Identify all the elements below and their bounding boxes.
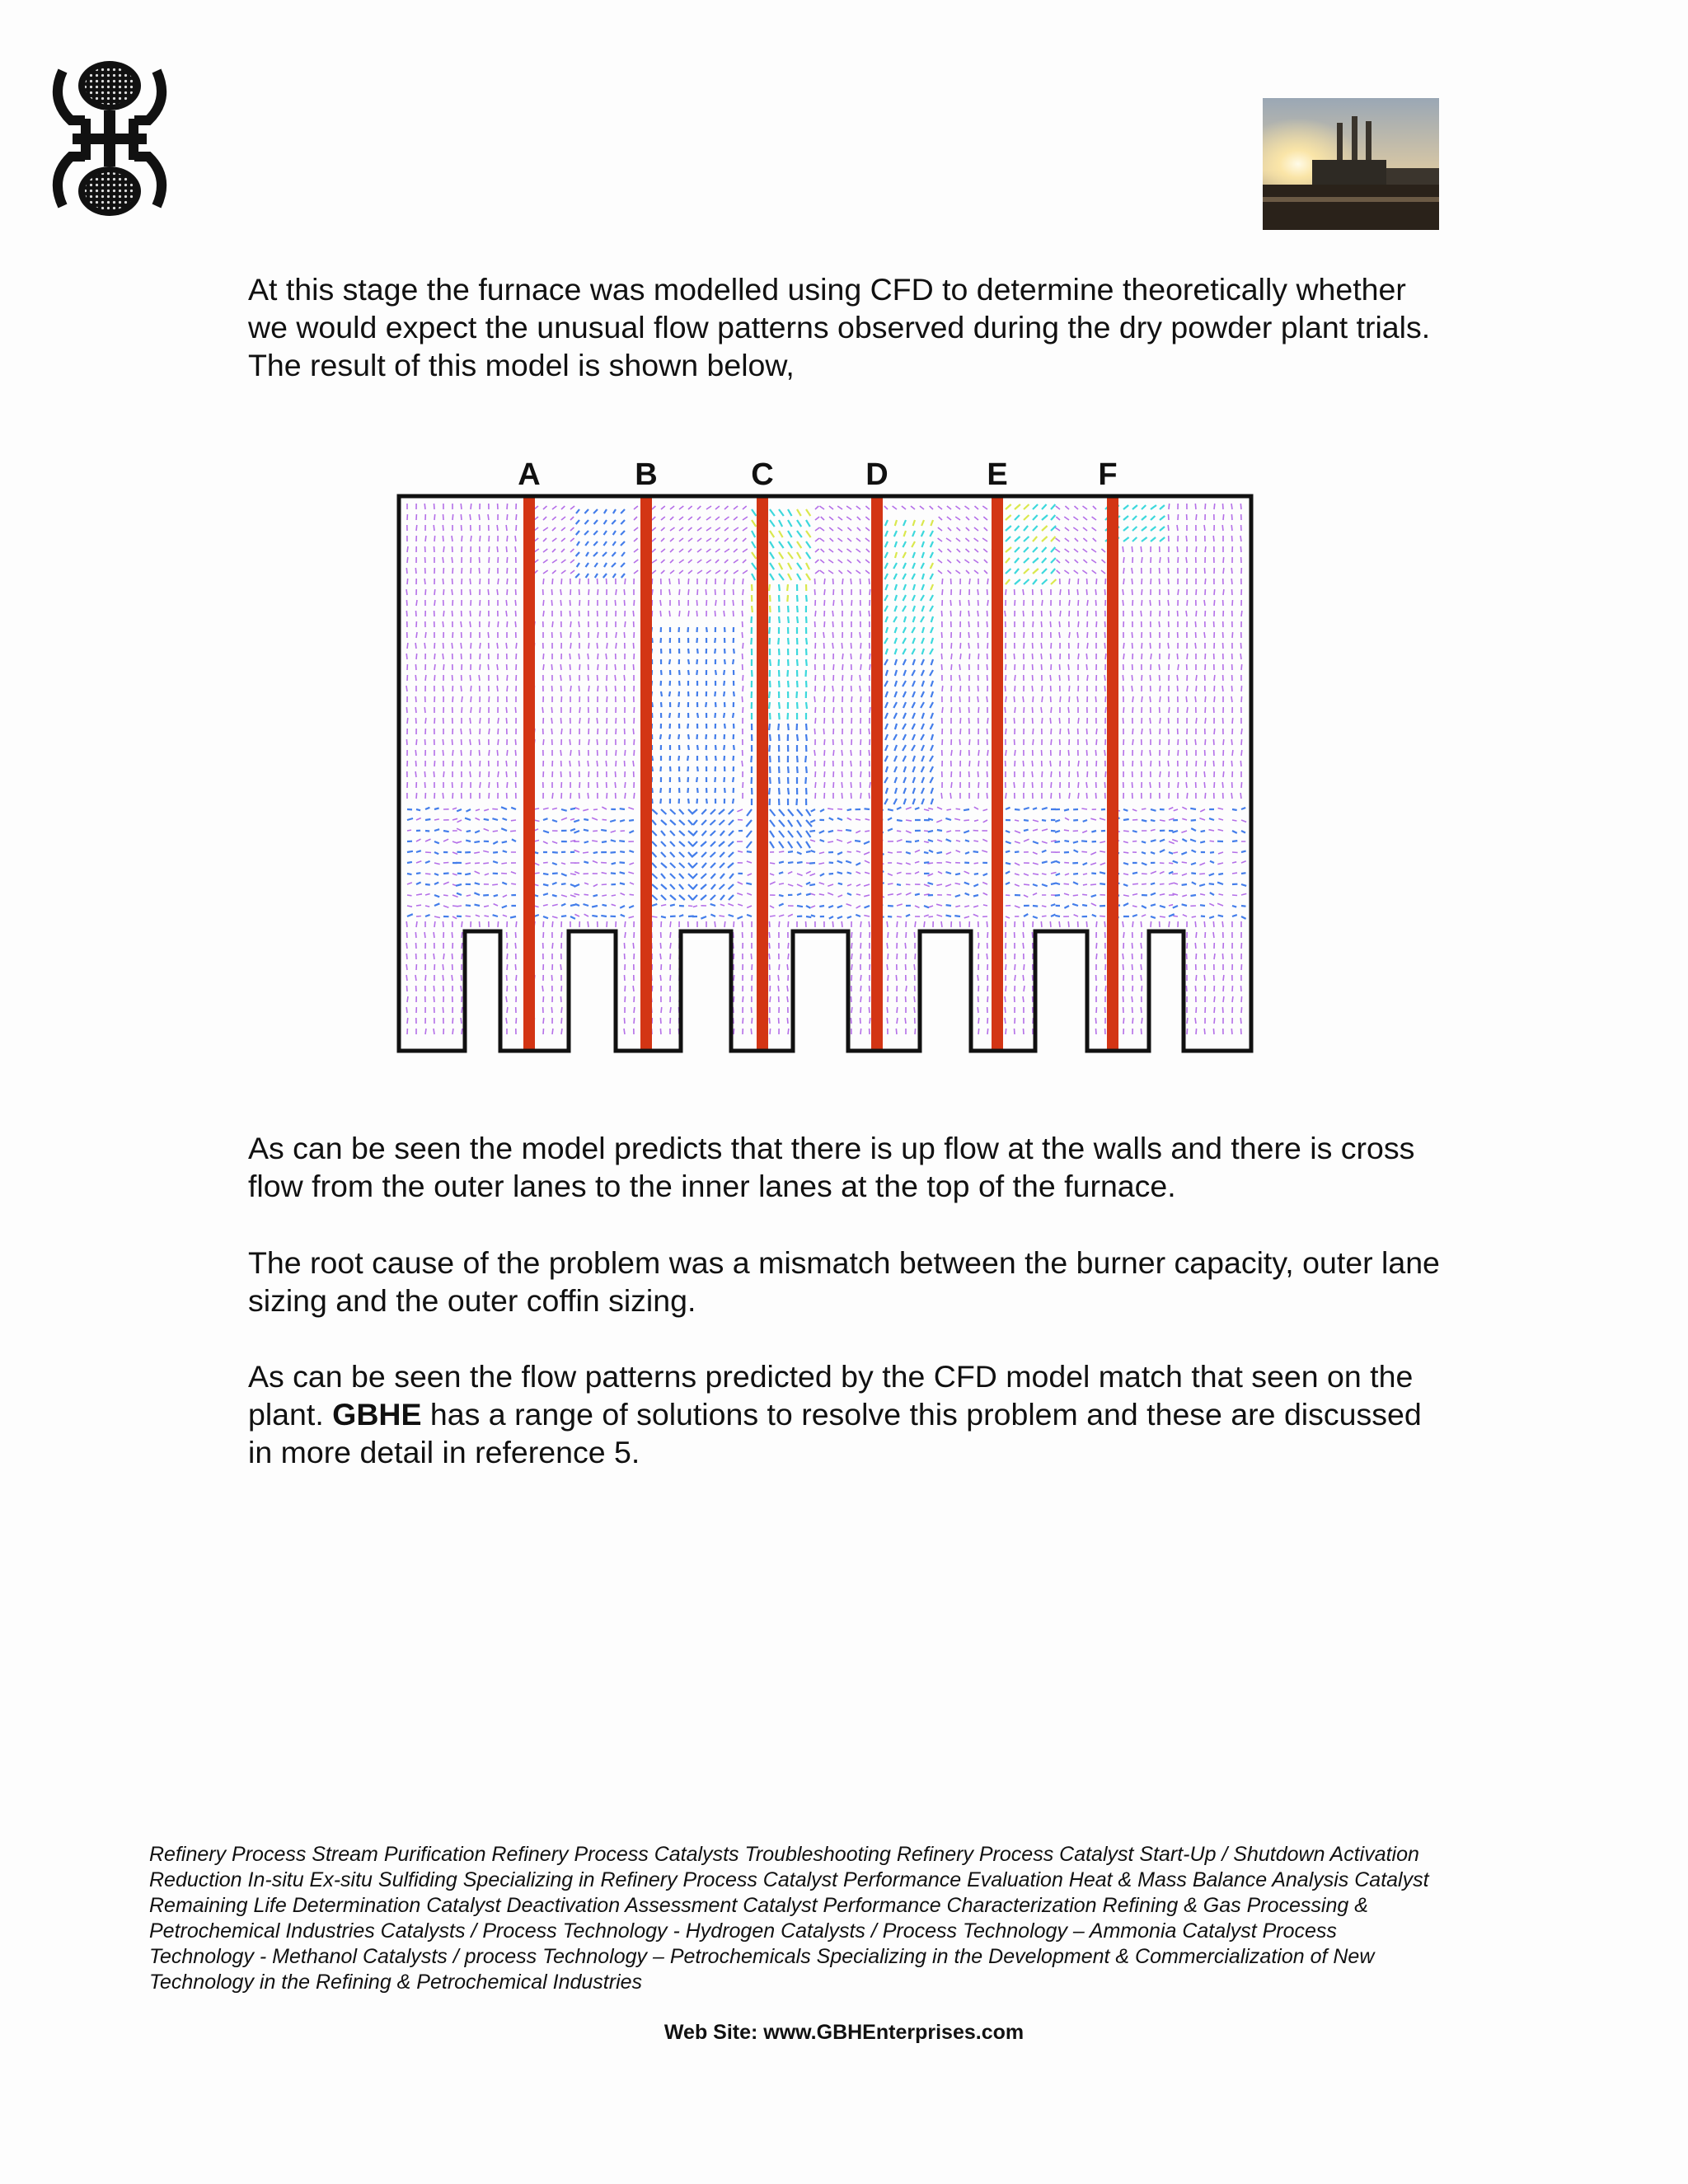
paragraph-text-before: As can be seen the flow patterns predicted by the CFD model match that seen on the plant. bbox=[248, 1359, 1414, 1432]
gbhe-company-name: GBHE bbox=[332, 1397, 422, 1432]
flow-vectors-high bbox=[751, 504, 1165, 719]
lane-label: F bbox=[1098, 457, 1118, 492]
lane-labels bbox=[518, 457, 1117, 492]
lane-label: B bbox=[635, 457, 658, 492]
intro-paragraph: At this stage the furnace was modelled using CFD to determine theoretically whether we would expect the unusual flow patterns observed during the dry powder plant trials. The result of this model is shown below, bbox=[248, 272, 1431, 382]
lane-label: E bbox=[987, 457, 1008, 492]
furnace-tube-e bbox=[992, 496, 1003, 1051]
furnace-tube-b bbox=[640, 496, 652, 1051]
paragraph-text-after: has a range of solutions to resolve this problem and these are discussed in more detail in reference 5. bbox=[248, 1397, 1422, 1469]
lane-label: C bbox=[751, 457, 774, 492]
body-paragraph-1: As can be seen the model predicts that there is up flow at the walls and there is cross flow from the outer lanes to the inner lanes at the top of the furnace. bbox=[248, 1131, 1415, 1203]
furnace-tube-d bbox=[871, 496, 883, 1051]
lane-label: D bbox=[865, 457, 889, 492]
company-logo bbox=[48, 38, 171, 236]
lane-label: A bbox=[518, 457, 541, 492]
refinery-photo bbox=[1263, 98, 1439, 230]
furnace-tube-c bbox=[757, 496, 768, 1051]
website-link[interactable]: Web Site: www.GBHEnterprises.com bbox=[663, 2021, 1025, 2044]
body-paragraph-3 bbox=[248, 1357, 1451, 1471]
furnace-tube-f bbox=[1107, 496, 1118, 1051]
furnace-tube-a bbox=[523, 496, 535, 1051]
body-paragraph-2: The root cause of the problem was a mismatch between the burner capacity, outer lane sizing and the outer coffin sizing. bbox=[248, 1245, 1440, 1318]
cfd-flow-figure bbox=[396, 452, 1254, 1056]
footer-services-text: Refinery Process Stream Purification Refinery Process Catalysts Troubleshooting Refinery Process Catalyst Start-Up / Shutdown Activation Reduction In-situ Ex-situ Sulfiding Specializing in Refinery Process Catalyst Performance Evaluation Heat & Mass Balance Analysis Catalyst Remaining Life Determination Catalyst Deactivation Assessment Catalyst Performance Characterization Refining & Gas Processing & Petrochemical Industries Catalysts / Process Technology - Hydrogen Catalysts / Process Technology – Ammonia Catalyst Process Technology - Methanol Catalysts / process Technology – Petrochemicals Specializing in the Development & Commercialization of New Technology in the Refining & Petrochemical Industries bbox=[149, 1843, 1429, 1994]
furnace-tubes bbox=[523, 496, 1118, 1051]
